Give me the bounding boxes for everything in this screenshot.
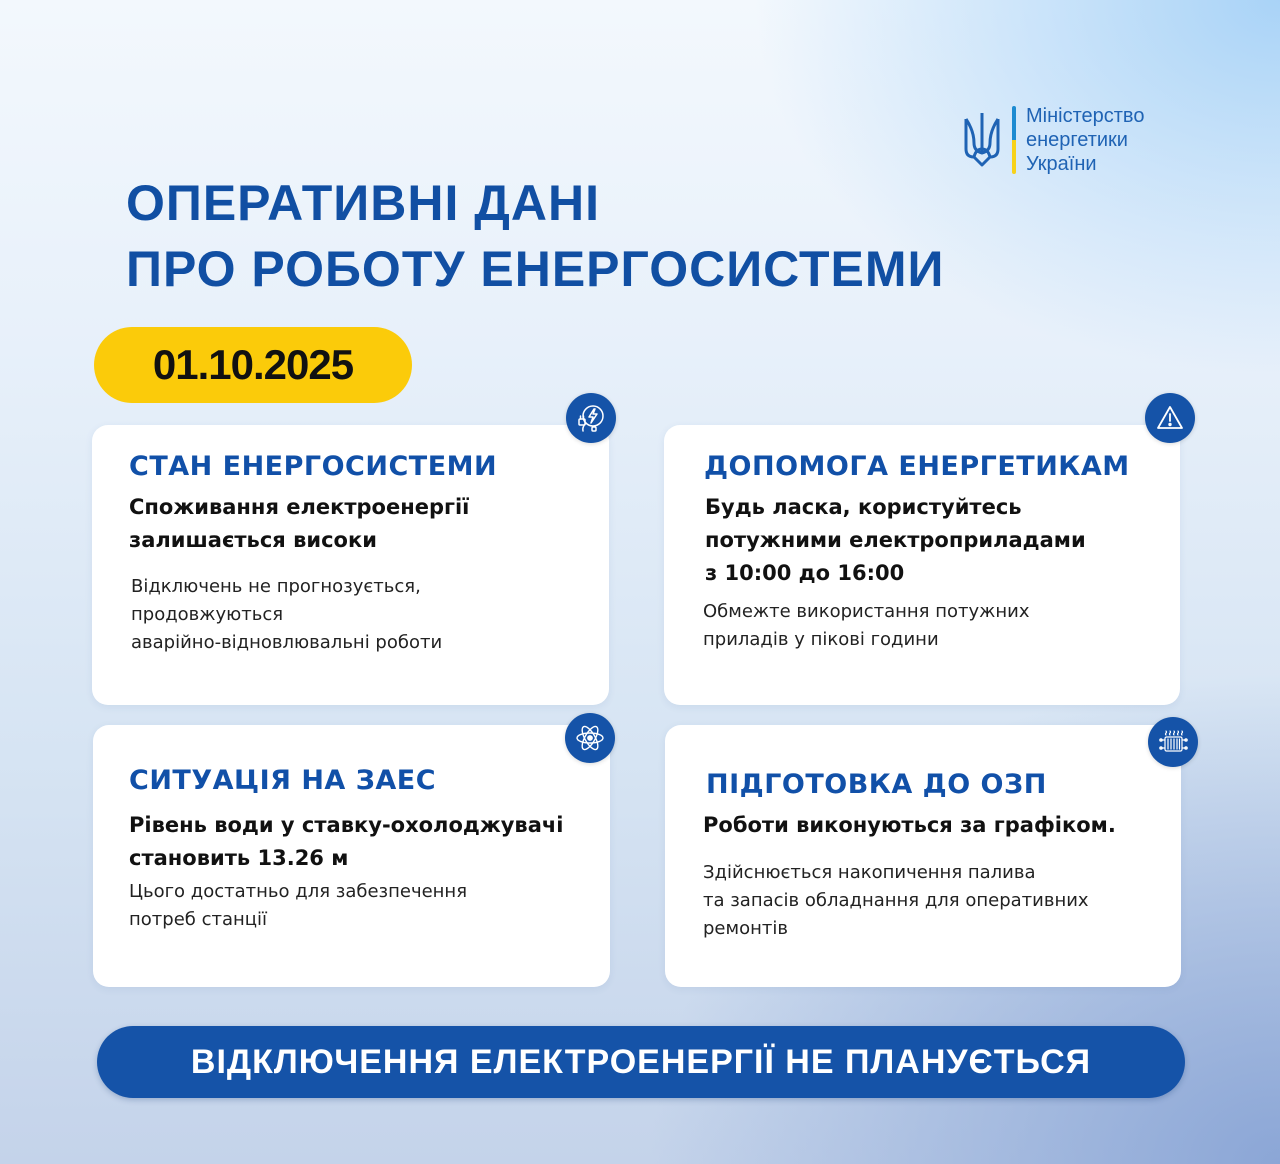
card-lead: [703, 809, 1116, 842]
card-body-line: та запасів обладнання для оперативних: [703, 890, 1089, 911]
card-body-line: продовжуються: [131, 604, 284, 625]
card-lead-line: Рівень води у ставку-охолоджувачі: [129, 813, 564, 837]
card-body-line: Відключень не прогнозується,: [131, 576, 421, 597]
card-lead-line: з 10:00 до 16:00: [705, 561, 905, 585]
card-body: [703, 859, 1089, 943]
card-lead-line: Будь ласка, користуйтесь: [705, 495, 1022, 519]
card-lead-line: потужними електроприладами: [705, 528, 1086, 552]
plug-lightning-icon: [566, 393, 616, 443]
card-body: [703, 598, 1030, 654]
card-lead-line: Споживання електроенергії: [129, 495, 470, 519]
no-outages-banner: ВІДКЛЮЧЕННЯ ЕЛЕКТРОЕНЕРГІЇ НЕ ПЛАНУЄТЬСЯ: [97, 1026, 1185, 1098]
ministry-name: [1026, 104, 1144, 176]
card-body-line: аварійно-відновлювальні роботи: [131, 632, 443, 653]
card-title: СИТУАЦІЯ НА ЗАЕС: [129, 765, 437, 796]
card-help-energy-workers: [664, 425, 1180, 705]
card-body-line: Здійснюється накопичення палива: [703, 862, 1036, 883]
card-znpp-situation: [93, 725, 610, 987]
card-title: ДОПОМОГА ЕНЕРГЕТИКАМ: [704, 451, 1130, 482]
trident-icon: [962, 109, 1002, 171]
card-title: ПІДГОТОВКА ДО ОЗП: [706, 769, 1047, 800]
card-body-line: ремонтів: [703, 918, 788, 939]
card-body-line: потреб станції: [129, 909, 268, 930]
card-body: [131, 573, 442, 657]
card-body-line: приладів у пікові години: [703, 629, 939, 650]
radiator-icon: [1148, 717, 1198, 767]
card-body-line: Цього достатньо для забезпечення: [129, 881, 468, 902]
page-title-line-1: ОПЕРАТИВНІ ДАНІ: [126, 175, 600, 231]
warning-icon: [1145, 393, 1195, 443]
card-lead-line: залишається високи: [129, 528, 377, 552]
card-power-system-status: [92, 425, 609, 705]
page-title: [126, 170, 944, 302]
card-body: [129, 878, 467, 934]
card-title: СТАН ЕНЕРГОСИСТЕМИ: [129, 451, 498, 482]
atom-icon: [565, 713, 615, 763]
card-lead: [705, 491, 1086, 590]
date-badge: 01.10.2025: [94, 327, 412, 403]
card-lead-line: становить 13.26 м: [129, 846, 349, 870]
logo-divider: [1012, 106, 1016, 174]
ministry-name-line-1: Міністерство: [1026, 105, 1145, 127]
page-title-line-2: ПРО РОБОТУ ЕНЕРГОСИСТЕМИ: [126, 241, 945, 297]
card-lead: [129, 809, 564, 875]
card-lead: [129, 491, 469, 557]
ministry-name-line-2: енергетики: [1026, 129, 1128, 151]
ministry-name-line-3: України: [1026, 153, 1097, 175]
card-body-line: Обмежте використання потужних: [703, 601, 1030, 622]
ministry-logo: [962, 104, 1144, 176]
card-lead-line: Роботи виконуються за графіком.: [703, 813, 1116, 837]
card-heating-season-prep: [665, 725, 1181, 987]
